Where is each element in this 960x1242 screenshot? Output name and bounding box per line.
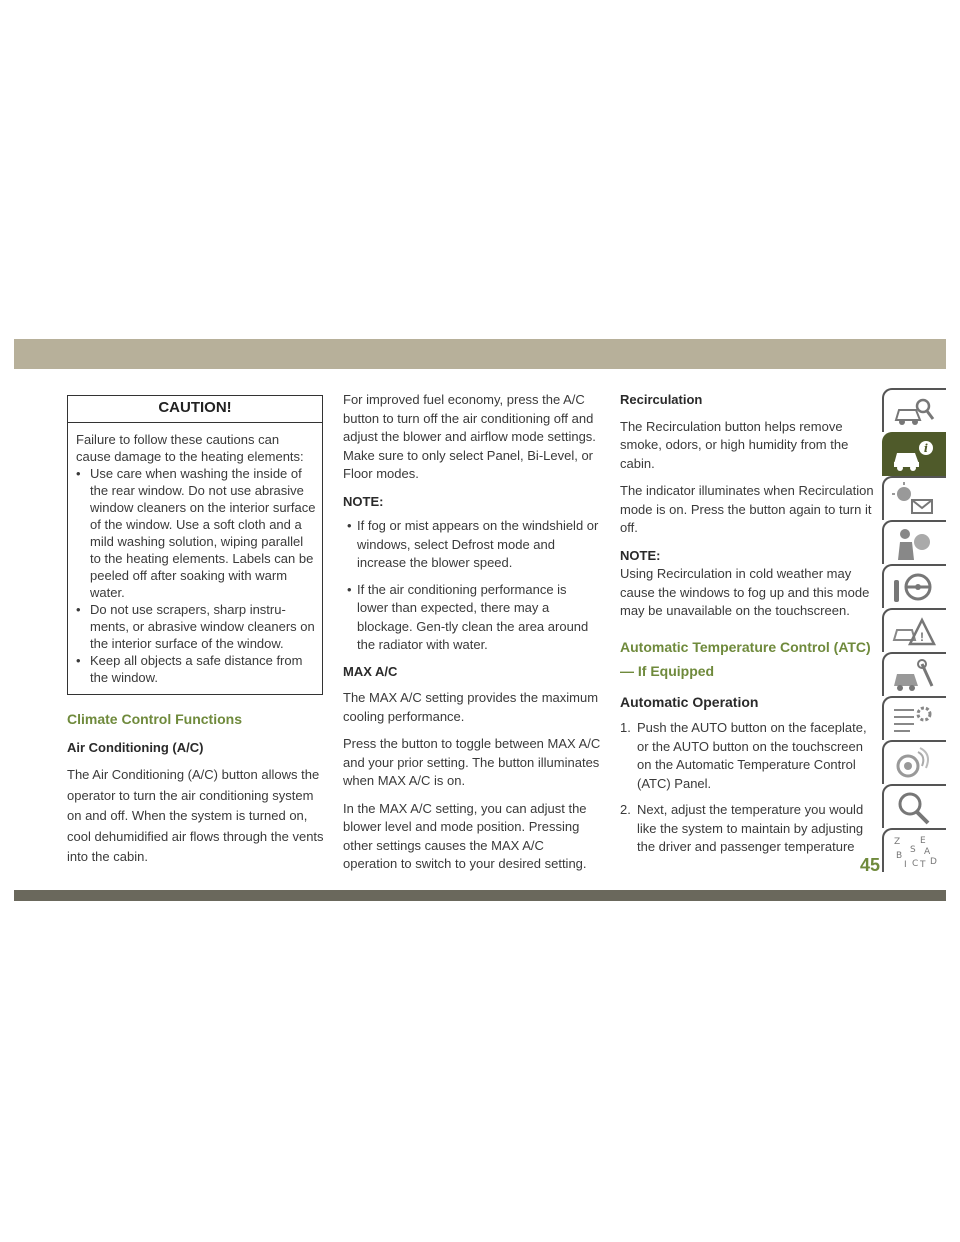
column-middle	[343, 391, 601, 883]
svg-text:D: D	[930, 857, 937, 867]
column-left	[67, 395, 324, 877]
warning-light-icon	[890, 482, 936, 518]
car-info-icon	[890, 438, 936, 474]
tab-safety[interactable]	[882, 520, 946, 564]
caution-item: • Use care when washing the inside of the rear window. Do not use abrasive window cleaners on the interior surface of the window. Use a soft cloth and a mild washing solution, wiping parallel to the heating elements. Labels can be peeled off after soaking with warm water.	[76, 465, 316, 601]
caution-item: • Do not use scrapers, sharp instru-ments, or abrasive window cleaners on the interior surface of the window.	[76, 601, 316, 652]
magnifier-icon	[890, 790, 936, 826]
index-letters-icon	[890, 834, 936, 870]
svg-text:!: !	[920, 630, 924, 644]
tab-in-case-of-emergency[interactable]	[882, 608, 946, 652]
multimedia-icon	[890, 746, 936, 782]
column-right	[620, 391, 878, 865]
header-band	[14, 339, 946, 369]
recirc-note-text: Using Recirculation in cold weather may cause the windows to fog up and this mode may be unavailable on the touchscreen.	[620, 566, 870, 618]
tab-starting-operating[interactable]	[882, 564, 946, 608]
list-gear-icon	[890, 702, 936, 738]
subheading-ac: Air Conditioning (A/C)	[67, 739, 204, 755]
tab-customer-assistance[interactable]	[882, 784, 946, 828]
step-item	[620, 719, 878, 793]
paragraph-economy: For improved fuel economy, press the A/C button to turn off the air conditioning off and adjust the blower and airflow mode settings. Make sure to only select Panel, Bi-Level, or Floor modes.	[343, 392, 596, 481]
svg-text:I: I	[904, 860, 907, 870]
section-title-climate: Climate Control Functions	[67, 710, 242, 727]
section-title-atc: Automatic Temperature Control (ATC) — If Equipped	[620, 638, 871, 679]
tab-multimedia[interactable]	[882, 740, 946, 784]
subheading-max-ac: MAX A/C	[343, 663, 398, 679]
subheading-automatic-operation: Automatic Operation	[620, 693, 759, 710]
airbag-person-icon	[890, 526, 936, 562]
paragraph-max-2: Press the button to toggle between MAX A/C and your prior setting. The button illuminates when MAX A/C is on.	[343, 736, 601, 788]
svg-text:i: i	[923, 442, 929, 455]
tab-servicing[interactable]	[882, 652, 946, 696]
step-number: 1.	[620, 720, 631, 735]
caution-title: CAUTION!	[68, 396, 322, 423]
footer-band	[14, 890, 946, 901]
steering-wheel-icon	[890, 570, 936, 606]
tab-getting-to-know[interactable]	[882, 388, 946, 432]
car-wrench-icon	[890, 658, 936, 694]
svg-text:E: E	[920, 836, 926, 846]
paragraph-ac: The Air Conditioning (A/C) button allows the operator to turn the air conditioning system on and off. When the system is turned on, cool dehumidified air flows through the vents into the cabin.	[67, 767, 324, 864]
emergency-triangle-icon	[890, 614, 936, 650]
subheading-recirculation: Recirculation	[620, 392, 703, 407]
paragraph-max-1: The MAX A/C setting provides the maximum cooling performance.	[343, 690, 599, 724]
page-number: 45	[859, 855, 880, 875]
note-list	[343, 517, 601, 655]
step-item	[620, 801, 878, 857]
note-item: • If fog or mist appears on the windshield or windows, select Defrost mode and increase the blower speed.	[343, 517, 601, 573]
recirc-note-label: NOTE:	[620, 547, 661, 563]
svg-text:C: C	[912, 859, 919, 869]
car-magnifier-icon	[890, 394, 936, 430]
svg-text:S: S	[910, 845, 916, 855]
step-text: Push the AUTO button on the faceplate, or the AUTO button on the touchscreen on the Automatic Temperature Control (ATC) Panel.	[637, 720, 867, 791]
svg-text:Z: Z	[894, 837, 901, 847]
caution-intro: Failure to follow these cautions can cause damage to the heating elements:	[76, 431, 304, 464]
paragraph-recirc-2: The indicator illuminates when Recirculation mode is on. Press the button again to turn it off.	[620, 483, 874, 535]
svg-text:T: T	[920, 860, 926, 870]
caution-body	[68, 423, 322, 694]
caution-box	[67, 395, 323, 695]
tab-specifications[interactable]	[882, 696, 946, 740]
tab-getting-to-know-vehicle[interactable]	[882, 432, 946, 476]
svg-text:B: B	[896, 851, 903, 861]
note-label: NOTE:	[343, 493, 384, 509]
caution-list	[76, 465, 316, 686]
step-text: Next, adjust the temperature you would like the system to maintain by adjusting the driver and passenger temperature	[637, 802, 864, 854]
tab-instrument-panel[interactable]	[882, 476, 946, 520]
svg-text:A: A	[924, 847, 931, 857]
paragraph-recirc-1: The Recirculation button helps remove smoke, odors, or high humidity from the cabin.	[620, 418, 849, 471]
paragraph-max-3: In the MAX A/C setting, you can adjust the blower level and mode position. Pressing other settings causes the MAX A/C operation to switch to your desired setting.	[343, 800, 587, 871]
caution-item: • Keep all objects a safe distance from the window.	[76, 652, 316, 686]
tab-index[interactable]	[882, 828, 946, 872]
step-number: 2.	[620, 802, 631, 817]
note-item: • If the air conditioning performance is lower than expected, there may a blockage. Gen-tly clean the area around the radiator with water.	[343, 581, 601, 655]
steps-list	[620, 719, 878, 857]
